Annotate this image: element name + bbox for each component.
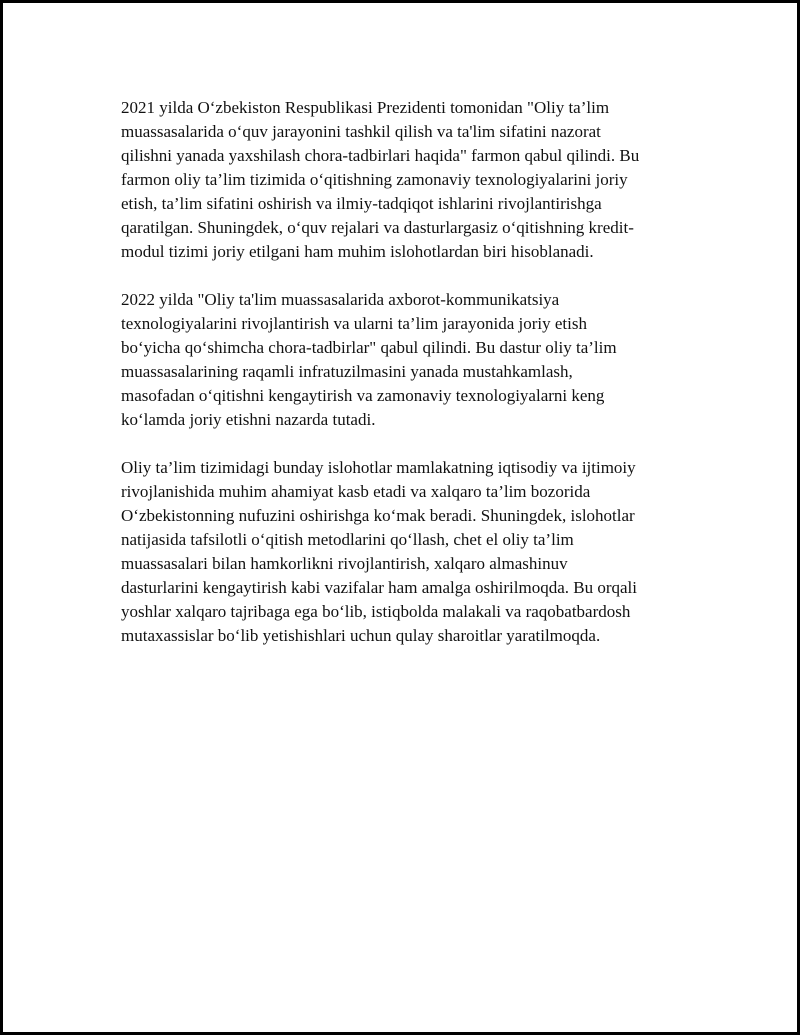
text-line: yoshlar xalqaro tajribaga ega bo‘lib, istiqbolda malakali va raqobatbardosh xyxy=(121,602,631,621)
text-line: farmon oliy ta’lim tizimida o‘qitishning zamonaviy texnologiyalarini joriy xyxy=(121,170,628,189)
paragraph-2022-program xyxy=(121,288,696,432)
text-line: O‘zbekistonning nufuzini oshirishga ko‘mak beradi. Shuningdek, islohotlar xyxy=(121,506,635,525)
text-line: dasturlarini kengaytirish kabi vazifalar ham amalga oshirilmoqda. Bu orqali xyxy=(121,578,637,597)
text-line: mutaxassislar bo‘lib yetishishlari uchun qulay sharoitlar yaratilmoqda. xyxy=(121,626,601,645)
text-line: muassasalarida o‘quv jarayonini tashkil qilish va ta'lim sifatini nazorat xyxy=(121,122,601,141)
text-line: qilishni yanada yaxshilash chora-tadbirlari haqida" farmon qabul qilindi. Bu xyxy=(121,146,640,165)
text-line: 2021 yilda O‘zbekiston Respublikasi Prezidenti tomonidan "Oliy ta’lim xyxy=(121,98,610,117)
text-line: muassasalarining raqamli infratuzilmasini yanada mustahkamlash, xyxy=(121,362,573,381)
text-line: Oliy ta’lim tizimidagi bunday islohotlar mamlakatning iqtisodiy va ijtimoiy xyxy=(121,458,636,477)
text-line: masofadan o‘qitishni kengaytirish va zamonaviy texnologiyalarni keng xyxy=(121,386,605,405)
text-line: rivojlanishida muhim ahamiyat kasb etadi va xalqaro ta’lim bozorida xyxy=(121,482,591,501)
text-line: modul tizimi joriy etilgani ham muhim islohotlardan biri hisoblanadi. xyxy=(121,242,594,261)
text-line: texnologiyalarini rivojlantirish va ularni ta’lim jarayonida joriy etish xyxy=(121,314,587,333)
text-line: natijasida tafsilotli o‘qitish metodlarini qo‘llash, chet el oliy ta’lim xyxy=(121,530,574,549)
text-line: etish, ta’lim sifatini oshirish va ilmiy-tadqiqot ishlarini rivojlantirishga xyxy=(121,194,602,213)
paragraph-reform-impact xyxy=(121,456,696,648)
text-line: ko‘lamda joriy etishni nazarda tutadi. xyxy=(121,410,376,429)
text-line: 2022 yilda "Oliy ta'lim muassasalarida axborot-kommunikatsiya xyxy=(121,290,560,309)
text-line: qaratilgan. Shuningdek, o‘quv rejalari va dasturlargasiz o‘qitishning kredit- xyxy=(121,218,634,237)
paragraph-2021-decree xyxy=(121,96,696,264)
document-body xyxy=(121,96,696,672)
text-line: bo‘yicha qo‘shimcha chora-tadbirlar" qabul qilindi. Bu dastur oliy ta’lim xyxy=(121,338,617,357)
text-line: muassasalari bilan hamkorlikni rivojlantirish, xalqaro almashinuv xyxy=(121,554,568,573)
